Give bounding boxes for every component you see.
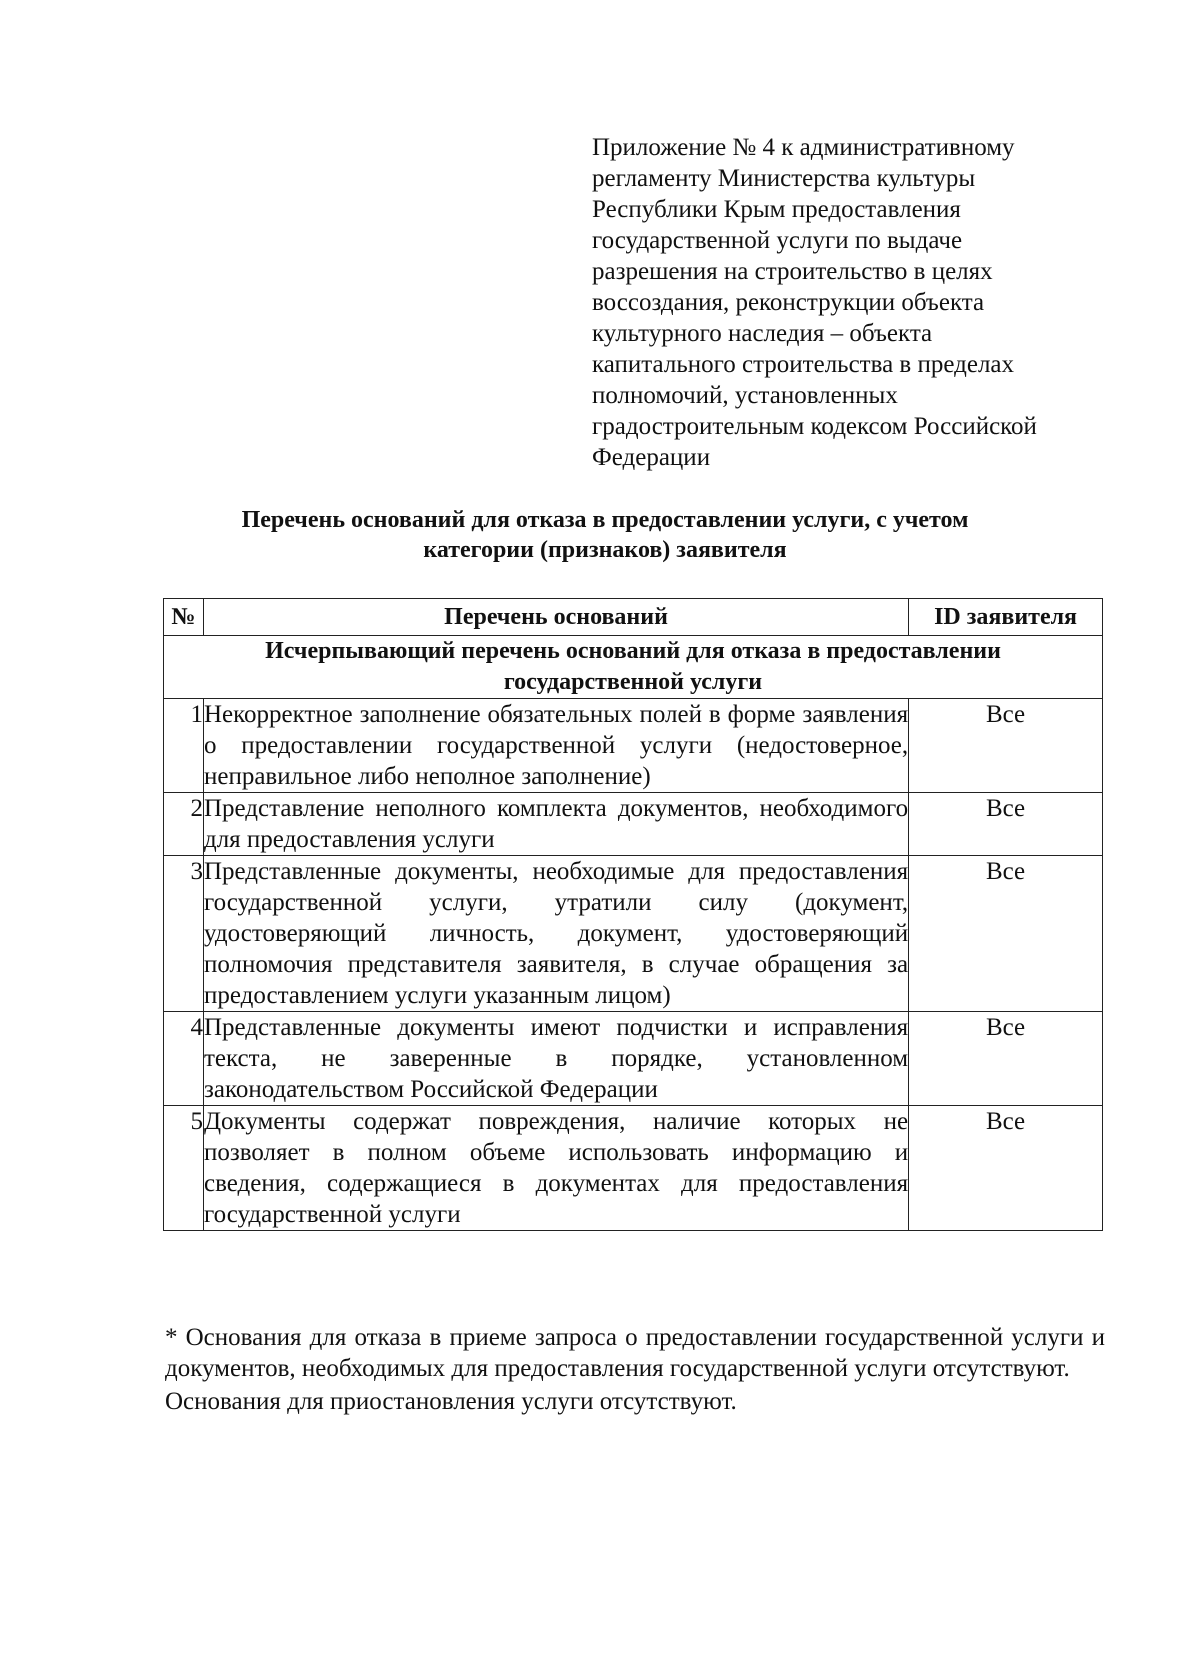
section-row [164, 636, 1103, 699]
table-row [164, 793, 1103, 856]
row-number: 3 [164, 856, 204, 1012]
header-applicant-id: ID заявителя [909, 599, 1103, 636]
header-number: № [164, 599, 204, 636]
row-number: 1 [164, 699, 204, 793]
row-applicant-id: Все [909, 856, 1103, 1012]
row-number: 4 [164, 1012, 204, 1106]
row-ground-text: Представление неполного комплекта документов, необходимого для предоставления услуги [203, 793, 908, 856]
header-grounds: Перечень оснований [203, 599, 908, 636]
footnotes [165, 1322, 1105, 1417]
table-row [164, 1106, 1103, 1231]
row-ground-text: Некорректное заполнение обязательных полей в форме заявления о предоставлении государственной услуги (недостоверное, неправильное либо неполное заполнение) [203, 699, 908, 793]
table-row [164, 699, 1103, 793]
row-ground-text: Представленные документы, необходимые для предоставления государственной услуги, утратили силу (документ, удостоверяющий личность, документ, удостоверяющий полномочия представителя заявителя, в случае обращения за предоставлением услуги указанным лицом) [203, 856, 908, 1012]
table-body [164, 636, 1103, 1231]
table-row [164, 856, 1103, 1012]
row-applicant-id: Все [909, 1012, 1103, 1106]
document-title: Перечень оснований для отказа в предоставлении услуги, с учетом категории (признаков) заявителя [241, 507, 969, 563]
row-ground-text: Представленные документы имеют подчистки и исправления текста, не заверенные в порядке, установленном законодательством Российской Федерации [203, 1012, 908, 1106]
section-heading: Исчерпывающий перечень оснований для отказа в предоставлении государственной услуги [164, 636, 1103, 699]
row-applicant-id: Все [909, 793, 1103, 856]
table-header-row [164, 599, 1103, 636]
annex-reference: Приложение № 4 к административному регламенту Министерства культуры Республики Крым предоставления государственной услуги по выдаче разрешения на строительство в целях воссоздания, реконструкции объекта культурного наследия – объекта капитального строительства в пределах полномочий, установленных градостроительным кодексом Российской Федерации [592, 134, 1037, 471]
row-number: 2 [164, 793, 204, 856]
table-header [164, 599, 1103, 636]
row-number: 5 [164, 1106, 204, 1231]
table-row [164, 1012, 1103, 1106]
refusal-grounds-table [163, 598, 1103, 1231]
note-suspension: Основания для приостановления услуги отсутствуют. [165, 1388, 737, 1415]
row-ground-text: Документы содержат повреждения, наличие которых не позволяет в полном объеме использовать информацию и сведения, содержащиеся в документах для предоставления государственной услуги [203, 1106, 908, 1231]
row-applicant-id: Все [909, 699, 1103, 793]
note-refusal-of-request: * Основания для отказа в приеме запроса о предоставлении государственной услуги и документов, необходимых для предоставления государственной услуги отсутствуют. [165, 1324, 1105, 1382]
row-applicant-id: Все [909, 1106, 1103, 1231]
